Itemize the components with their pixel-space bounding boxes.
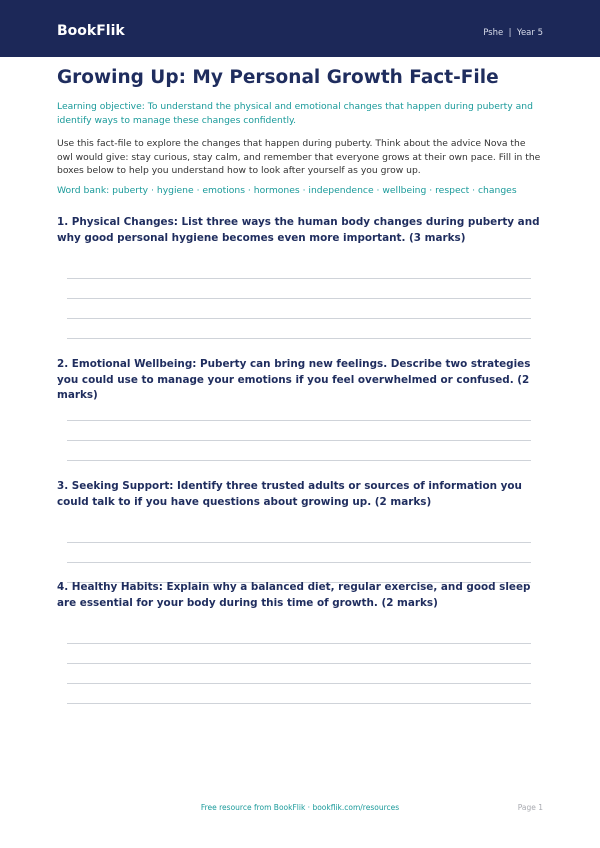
answer-line[interactable] bbox=[67, 703, 531, 704]
word-bank: Word bank: puberty · hygiene · emotions · hormones · independence · wellbeing · respect · changes bbox=[57, 185, 517, 196]
page-number: Page 1 bbox=[517, 803, 543, 812]
answer-line[interactable] bbox=[67, 440, 531, 441]
intro-paragraph: Use this fact-file to explore the changes that happen during puberty. Think about the advice Nova the owl would give: stay curious, stay calm, and remember that everyone grows at their own pace. Fill in the boxes below to help you understand how to look after yourself as you grow up. bbox=[57, 138, 541, 176]
answer-line[interactable] bbox=[67, 542, 531, 543]
question-4: 4. Healthy Habits: Explain why a balanced diet, regular exercise, and good sleep are essential for your body during this time of growth. (2 marks) bbox=[57, 581, 531, 609]
header-bar bbox=[0, 0, 600, 57]
answer-line[interactable] bbox=[67, 460, 531, 461]
answer-line[interactable] bbox=[67, 683, 531, 684]
answer-line[interactable] bbox=[67, 338, 531, 339]
answer-line[interactable] bbox=[67, 420, 531, 421]
answer-line[interactable] bbox=[67, 278, 531, 279]
answer-line[interactable] bbox=[67, 298, 531, 299]
question-1: 1. Physical Changes: List three ways the human body changes during puberty and why good personal hygiene becomes even more important. (3 marks) bbox=[57, 216, 540, 244]
brand-logo-text: BookFlik bbox=[57, 23, 125, 39]
learning-objective: Learning objective: To understand the physical and emotional changes that happen during puberty and identify ways to manage these changes confidently. bbox=[57, 101, 533, 126]
answer-line[interactable] bbox=[67, 643, 531, 644]
footer-credit: Free resource from BookFlik · bookflik.com/resources bbox=[200, 803, 400, 812]
question-2: 2. Emotional Wellbeing: Puberty can bring new feelings. Describe two strategies you could use to manage your emotions if you feel overwhelmed or confused. (2 marks) bbox=[57, 358, 531, 401]
answer-line[interactable] bbox=[67, 318, 531, 319]
page-title: Growing Up: My Personal Growth Fact-File bbox=[57, 67, 499, 88]
question-3: 3. Seeking Support: Identify three trusted adults or sources of information you could talk to if you have questions about growing up. (2 marks) bbox=[57, 480, 522, 508]
answer-line[interactable] bbox=[67, 663, 531, 664]
subject-year-label: Pshe | Year 5 bbox=[483, 28, 543, 38]
answer-line[interactable] bbox=[67, 562, 531, 563]
